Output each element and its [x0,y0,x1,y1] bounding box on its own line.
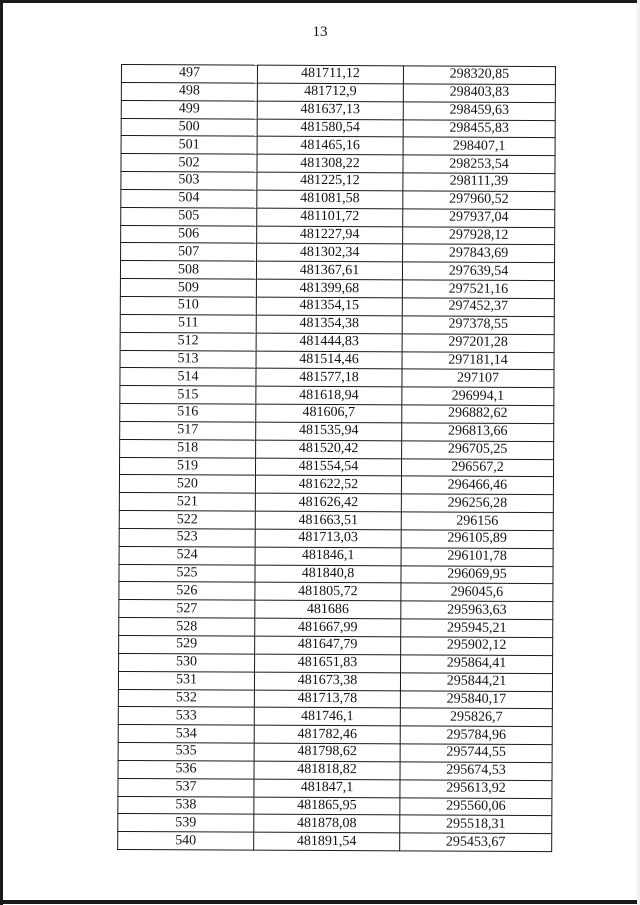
table-row [121,65,555,85]
x-coordinate-cell: 481865,95 [254,797,400,816]
x-coordinate-cell: 481878,08 [254,815,400,834]
point-number-cell: 510 [120,296,256,315]
table-row [119,600,553,620]
table-row [118,814,552,834]
x-coordinate-cell: 481535,94 [256,422,402,441]
point-number-cell: 507 [121,243,257,262]
table-row [121,136,555,156]
table-row [119,528,553,548]
x-coordinate-cell: 481711,12 [257,65,403,84]
x-coordinate-cell: 481891,54 [254,832,400,851]
y-coordinate-cell: 296256,28 [401,494,553,513]
y-coordinate-cell: 297937,04 [403,209,555,228]
table-row [118,760,552,780]
x-coordinate-cell: 481713,03 [255,529,401,548]
point-number-cell: 540 [118,832,254,851]
coordinates-table-body [118,65,556,852]
y-coordinate-cell: 298407,1 [403,137,555,156]
x-coordinate-cell: 481606,7 [256,404,402,423]
y-coordinate-cell: 296567,2 [401,458,553,477]
x-coordinate-cell: 481637,13 [257,101,403,120]
y-coordinate-cell: 297521,16 [402,280,554,299]
point-number-cell: 532 [118,689,254,708]
table-row [120,350,554,370]
point-number-cell: 512 [120,332,256,351]
point-number-cell: 505 [121,207,257,226]
table-row [118,796,552,816]
point-number-cell: 501 [121,136,257,155]
table-row [119,635,553,655]
y-coordinate-cell: 295674,53 [400,762,552,781]
table-row [120,261,554,281]
table-row [119,457,553,477]
x-coordinate-cell: 481444,83 [256,333,402,352]
table-row [121,207,555,227]
point-number-cell: 537 [118,778,254,797]
coordinates-table [117,64,556,852]
point-number-cell: 523 [119,528,255,547]
point-number-cell: 506 [121,225,257,244]
y-coordinate-cell: 297452,37 [402,298,554,317]
y-coordinate-cell: 297201,28 [402,334,554,353]
y-coordinate-cell: 295453,67 [400,833,552,852]
y-coordinate-cell: 298320,85 [403,66,555,85]
table-row [120,386,554,406]
y-coordinate-cell: 295784,96 [400,726,552,745]
x-coordinate-cell: 481101,72 [257,208,403,227]
table-row [120,368,554,388]
table-row [120,439,554,459]
y-coordinate-cell: 298455,83 [403,119,555,138]
y-coordinate-cell: 296994,1 [402,387,554,406]
y-coordinate-cell: 298403,83 [403,84,555,103]
table-row [121,82,555,102]
y-coordinate-cell: 298111,39 [403,173,555,192]
y-coordinate-cell: 297378,55 [402,316,554,335]
point-number-cell: 535 [118,743,254,762]
y-coordinate-cell: 296105,89 [401,530,553,549]
y-coordinate-cell: 297639,54 [402,262,554,281]
table-row [121,189,555,209]
y-coordinate-cell: 297843,69 [403,244,555,263]
y-coordinate-cell: 296466,46 [401,476,553,495]
table-row [118,707,552,727]
x-coordinate-cell: 481840,8 [255,565,401,584]
table-row [119,582,553,602]
y-coordinate-cell: 295844,21 [400,673,552,692]
point-number-cell: 517 [120,421,256,440]
table-row [119,653,553,673]
table-row [119,564,553,584]
y-coordinate-cell: 297107 [402,369,554,388]
point-number-cell: 526 [119,582,255,601]
x-coordinate-cell: 481651,83 [255,654,401,673]
point-number-cell: 502 [121,154,257,173]
table-row [121,118,555,138]
point-number-cell: 539 [118,814,254,833]
table-row [120,296,554,316]
x-coordinate-cell: 481712,9 [257,83,403,102]
table-row [121,172,555,192]
x-coordinate-cell: 481647,79 [255,636,401,655]
y-coordinate-cell: 296101,78 [401,548,553,567]
table-row [119,618,553,638]
table-row [118,832,552,852]
table-row [120,421,554,441]
x-coordinate-cell: 481673,38 [254,672,400,691]
x-coordinate-cell: 481225,12 [257,172,403,191]
y-coordinate-cell: 296813,66 [402,423,554,442]
table-row [118,671,552,691]
x-coordinate-cell: 481465,16 [257,137,403,156]
x-coordinate-cell: 481308,22 [257,154,403,173]
x-coordinate-cell: 481354,38 [256,315,402,334]
point-number-cell: 518 [120,439,256,458]
y-coordinate-cell: 297181,14 [402,351,554,370]
point-number-cell: 511 [120,314,256,333]
point-number-cell: 513 [120,350,256,369]
point-number-cell: 538 [118,796,254,815]
x-coordinate-cell: 481805,72 [255,583,401,602]
y-coordinate-cell: 296045,6 [401,583,553,602]
y-coordinate-cell: 297928,12 [403,226,555,245]
table-row [118,743,552,763]
table-row [118,689,552,709]
point-number-cell: 520 [119,475,255,494]
point-number-cell: 504 [121,189,257,208]
x-coordinate-cell: 481663,51 [255,511,401,530]
table-row [121,243,555,263]
x-coordinate-cell: 481520,42 [256,440,402,459]
point-number-cell: 524 [119,546,255,565]
point-number-cell: 516 [120,404,256,423]
point-number-cell: 531 [118,671,254,690]
point-number-cell: 529 [119,635,255,654]
coordinates-table-container [117,64,556,852]
page-number: 13 [312,24,328,40]
y-coordinate-cell: 295560,06 [400,797,552,816]
x-coordinate-cell: 481618,94 [256,386,402,405]
point-number-cell: 533 [118,707,254,726]
y-coordinate-cell: 295864,41 [401,655,553,674]
point-number-cell: 499 [121,100,257,119]
table-row [119,493,553,513]
x-coordinate-cell: 481577,18 [256,369,402,388]
y-coordinate-cell: 298253,54 [403,155,555,174]
point-number-cell: 509 [120,279,256,298]
x-coordinate-cell: 481580,54 [257,119,403,138]
point-number-cell: 528 [119,618,255,637]
table-row [119,511,553,531]
point-number-cell: 515 [120,386,256,405]
x-coordinate-cell: 481782,46 [254,725,400,744]
point-number-cell: 503 [121,172,257,191]
y-coordinate-cell: 295613,92 [400,780,552,799]
x-coordinate-cell: 481554,54 [255,458,401,477]
x-coordinate-cell: 481227,94 [257,226,403,245]
x-coordinate-cell: 481746,1 [254,708,400,727]
x-coordinate-cell: 481081,58 [257,190,403,209]
point-number-cell: 508 [120,261,256,280]
point-number-cell: 527 [119,600,255,619]
y-coordinate-cell: 297960,52 [403,191,555,210]
y-coordinate-cell: 296705,25 [402,441,554,460]
table-row [119,546,553,566]
x-coordinate-cell: 481367,61 [256,261,402,280]
point-number-cell: 514 [120,368,256,387]
point-number-cell: 536 [118,760,254,779]
table-row [120,279,554,299]
x-coordinate-cell: 481399,68 [256,279,402,298]
y-coordinate-cell: 295902,12 [401,637,553,656]
y-coordinate-cell: 295744,55 [400,744,552,763]
x-coordinate-cell: 481818,82 [254,761,400,780]
y-coordinate-cell: 298459,63 [403,102,555,121]
point-number-cell: 497 [121,65,257,84]
table-row [120,404,554,424]
y-coordinate-cell: 296882,62 [402,405,554,424]
y-coordinate-cell: 295826,7 [400,708,552,727]
y-coordinate-cell: 296069,95 [401,565,553,584]
point-number-cell: 522 [119,511,255,530]
x-coordinate-cell: 481846,1 [255,547,401,566]
x-coordinate-cell: 481686 [255,600,401,619]
table-row [121,100,555,120]
x-coordinate-cell: 481713,78 [254,690,400,709]
x-coordinate-cell: 481302,34 [257,244,403,263]
table-row [118,725,552,745]
table-row [121,154,555,174]
x-coordinate-cell: 481667,99 [255,618,401,637]
table-row [118,778,552,798]
point-number-cell: 521 [119,493,255,512]
table-row [121,225,555,245]
y-coordinate-cell: 295518,31 [400,815,552,834]
scan-border-bottom [0,900,640,904]
x-coordinate-cell: 481622,52 [255,476,401,495]
y-coordinate-cell: 295963,63 [401,601,553,620]
point-number-cell: 519 [119,457,255,476]
point-number-cell: 500 [121,118,257,137]
y-coordinate-cell: 295840,17 [400,690,552,709]
x-coordinate-cell: 481847,1 [254,779,400,798]
table-row [119,475,553,495]
scan-border-left [0,0,3,905]
point-number-cell: 534 [118,725,254,744]
point-number-cell: 498 [121,82,257,101]
scan-border-top [0,0,640,3]
table-row [120,332,554,352]
table-row [120,314,554,334]
y-coordinate-cell: 296156 [401,512,553,531]
x-coordinate-cell: 481798,62 [254,743,400,762]
x-coordinate-cell: 481626,42 [255,493,401,512]
y-coordinate-cell: 295945,21 [401,619,553,638]
x-coordinate-cell: 481514,46 [256,351,402,370]
point-number-cell: 525 [119,564,255,583]
point-number-cell: 530 [119,653,255,672]
x-coordinate-cell: 481354,15 [256,297,402,316]
